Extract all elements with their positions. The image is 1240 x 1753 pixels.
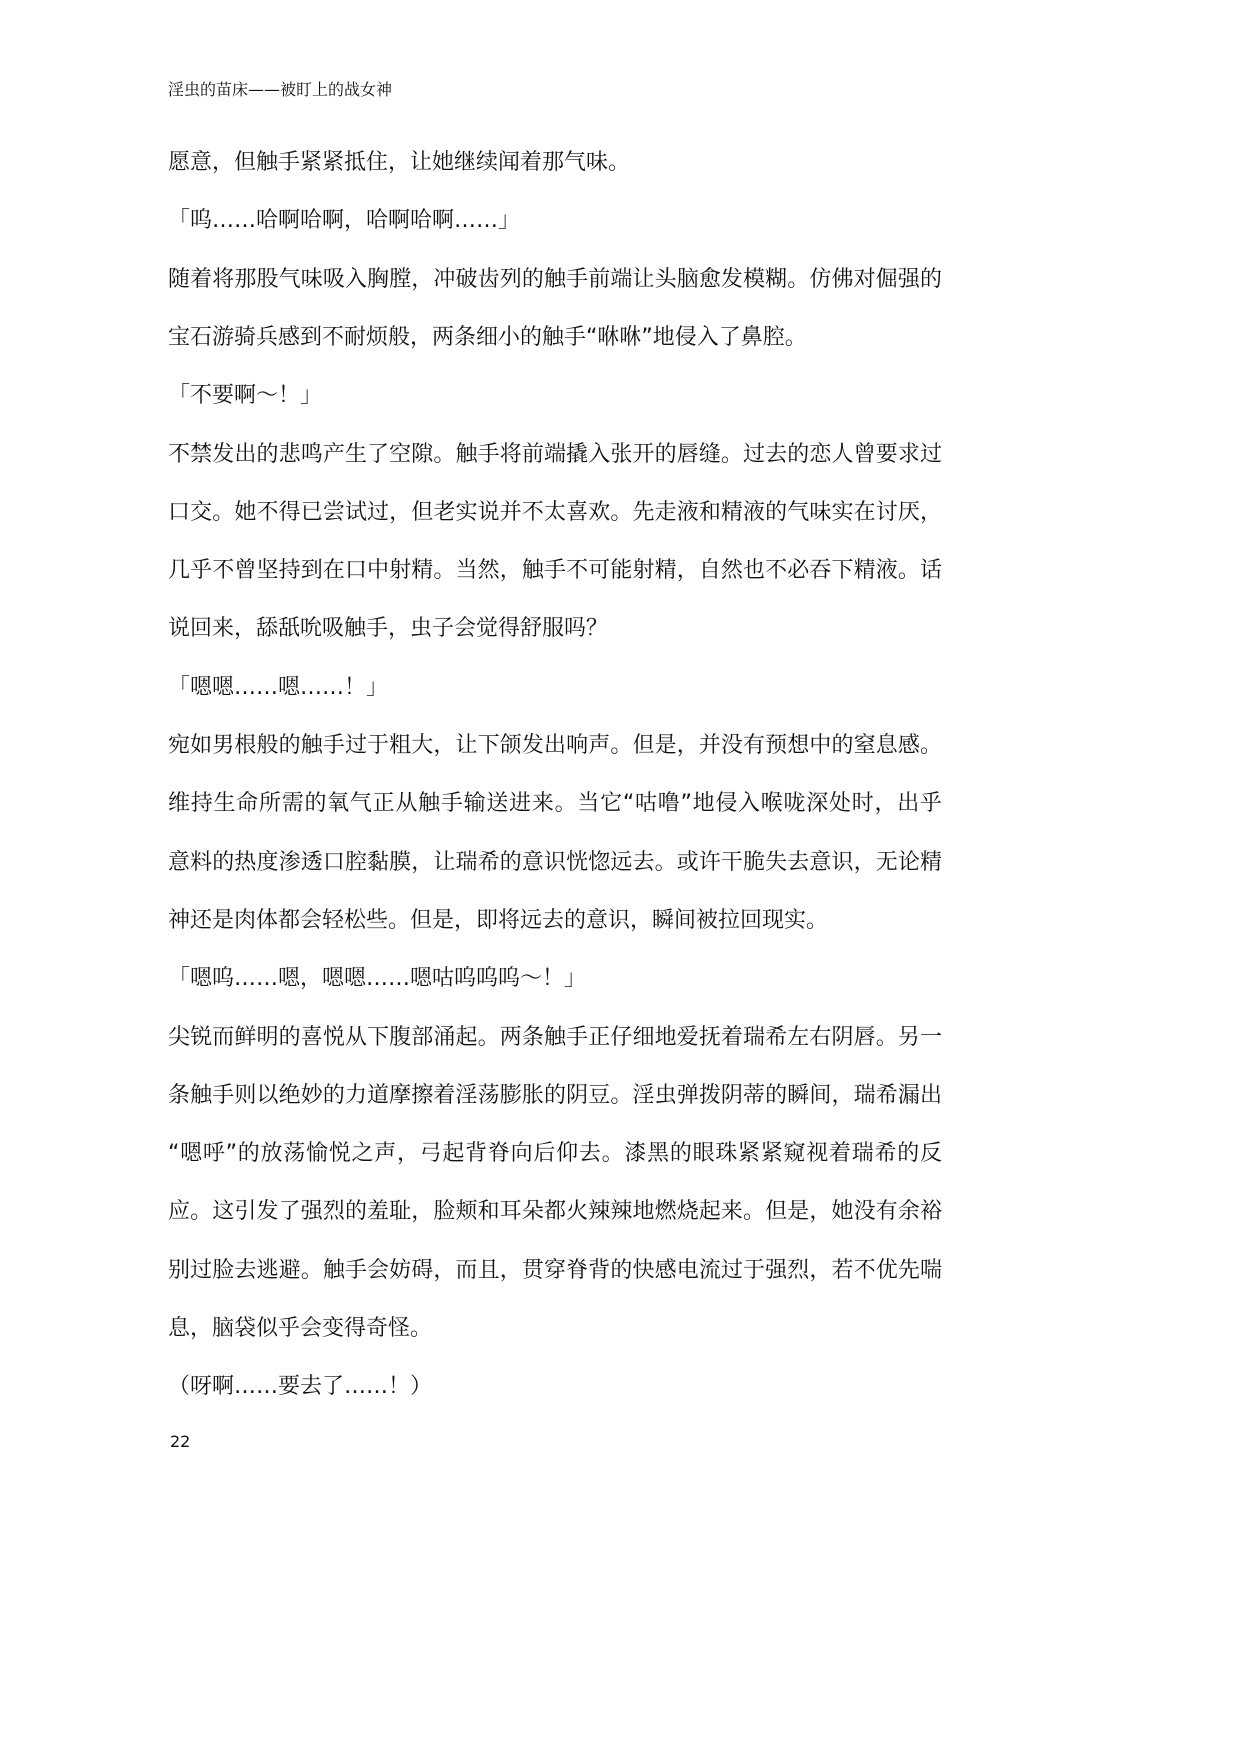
text-line: 口交。她不得已尝试过，但老实说并不太喜欢。先走液和精液的气味实在讨厌， bbox=[168, 499, 942, 525]
text-line: 说回来，舔舐吮吸触手，虫子会觉得舒服吗？ bbox=[168, 616, 609, 642]
text-line: 神还是肉体都会轻松些。但是，即将远去的意识，瞬间被拉回现实。 bbox=[168, 907, 829, 933]
page-number: 22 bbox=[170, 1432, 191, 1451]
text-line: 条触手则以绝妙的力道摩擦着淫荡膨胀的阴豆。淫虫弹拨阴蒂的瞬间，瑞希漏出 bbox=[168, 1082, 942, 1108]
text-line: 意料的热度渗透口腔黏膜，让瑞希的意识恍惚远去。或许干脆失去意识，无论精 bbox=[168, 849, 942, 875]
text-line: 「嗯嗯……嗯……！」 bbox=[168, 674, 389, 700]
text-line: （呀啊……要去了……！） bbox=[168, 1374, 433, 1400]
text-line: 别过脸去逃避。触手会妨碍，而且，贯穿脊背的快感电流过于强烈，若不优先喘 bbox=[168, 1257, 942, 1283]
text-line: 「嗯呜……嗯，嗯嗯……嗯咕呜呜呜～！」 bbox=[168, 966, 587, 992]
text-line: 随着将那股气味吸入胸膛，冲破齿列的触手前端让头脑愈发模糊。仿佛对倔强的 bbox=[168, 266, 942, 292]
text-line: 「呜……哈啊哈啊，哈啊哈啊……」 bbox=[168, 208, 521, 234]
text-line: 应。这引发了强烈的羞耻，脸颊和耳朵都火辣辣地燃烧起来。但是，她没有余裕 bbox=[168, 1199, 942, 1225]
text-line: 「不要啊～！」 bbox=[168, 383, 323, 409]
text-line: 不禁发出的悲鸣产生了空隙。触手将前端撬入张开的唇缝。过去的恋人曾要求过 bbox=[168, 441, 942, 467]
text-line: 尖锐而鲜明的喜悦从下腹部涌起。两条触手正仔细地爱抚着瑞希左右阴唇。另一 bbox=[168, 1024, 942, 1050]
text-line: 宛如男根般的触手过于粗大，让下颌发出响声。但是，并没有预想中的窒息感。 bbox=[168, 733, 942, 758]
running-header: 淫虫的苗床——被盯上的战女神 bbox=[168, 80, 393, 99]
text-line: “嗯呼”的放荡愉悦之声，弓起背脊向后仰去。漆黑的眼珠紧紧窥视着瑞希的反 bbox=[168, 1141, 942, 1167]
text-line: 宝石游骑兵感到不耐烦般，两条细小的触手“咻咻”地侵入了鼻腔。 bbox=[168, 324, 807, 350]
text-line: 几乎不曾坚持到在口中射精。当然，触手不可能射精，自然也不必吞下精液。话 bbox=[168, 558, 942, 584]
text-line: 息，脑袋似乎会变得奇怪。 bbox=[168, 1316, 433, 1341]
text-line: 愿意，但触手紧紧抵住，让她继续闻着那气味。 bbox=[168, 150, 631, 175]
text-line: 维持生命所需的氧气正从触手输送进来。当它“咕噜”地侵入喉咙深处时，出乎 bbox=[168, 791, 942, 817]
